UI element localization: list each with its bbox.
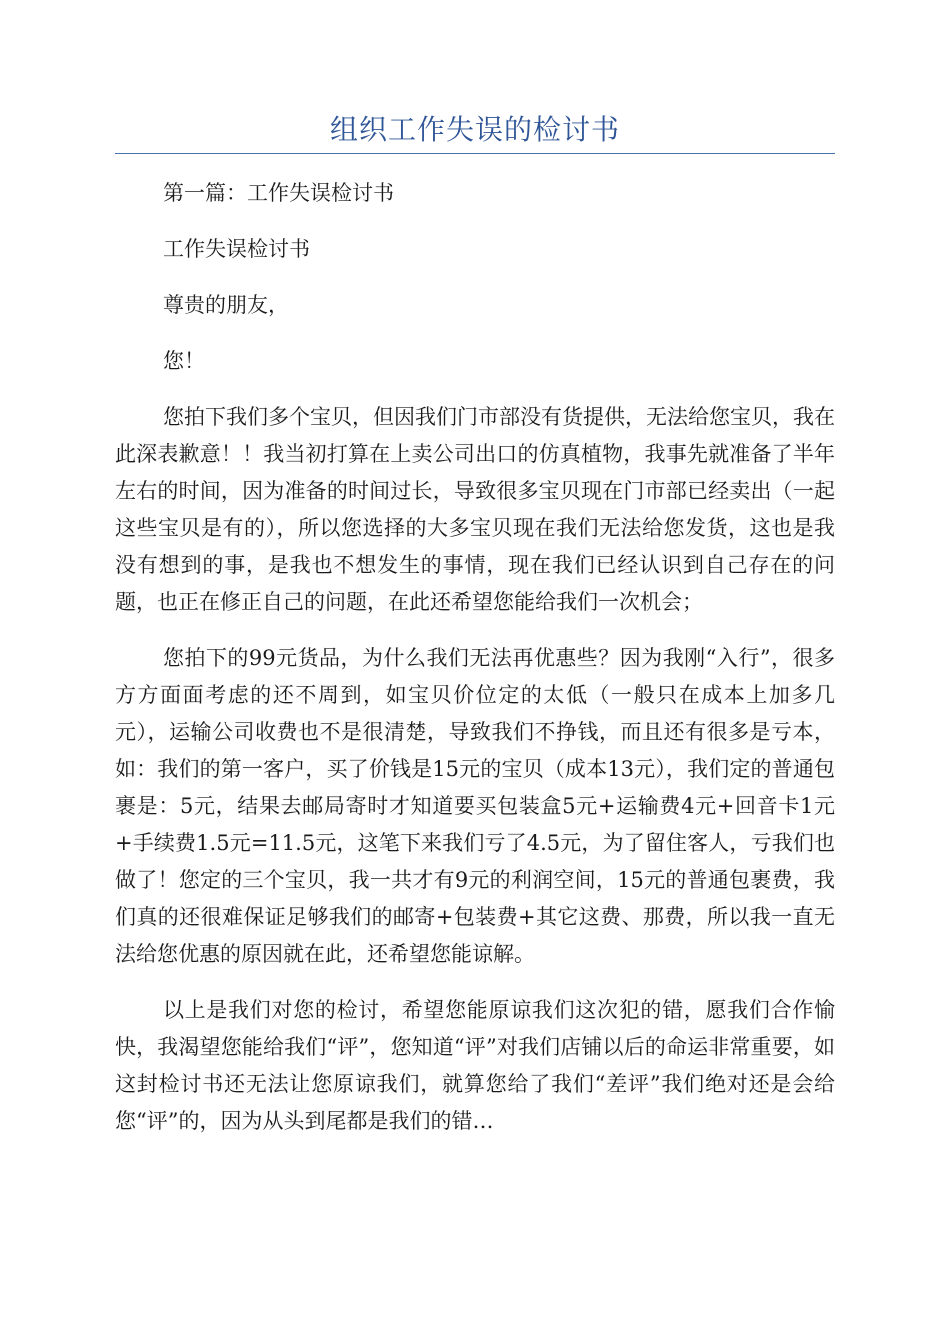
body-paragraph: 以上是我们对您的检讨，希望您能原谅我们这次犯的错，愿我们合作愉快，我渴望您能给我们“评”，您知道“评”对我们店铺以后的命运非常重要，如这封检讨书还无法让您原谅我们，就算您给了我们“差评”我们绝对还是会给您“评”的，因为从头到尾都是我们的错… <box>115 998 835 1133</box>
title-underline <box>115 153 835 154</box>
letter-title: 工作失误检讨书 <box>163 237 310 261</box>
document-title: 组织工作失误的检讨书 <box>329 113 620 146</box>
document-body <box>115 175 835 1159</box>
body-paragraph: 您拍下我们多个宝贝，但因我们门市部没有货提供，无法给您宝贝，我在此深表歉意！！我当初打算在上卖公司出口的仿真植物，我事先就准备了半年左右的时间，因为准备的时间过长，导致很多宝贝现在门市部已经卖出（一起这些宝贝是有的），所以您选择的大多宝贝现在我们无法给您发货，这也是我没有想到的事，是我也不想发生的事情，现在我们已经认识到自己存在的问题，也正在修正自己的问题，在此还希望您能给我们一次机会； <box>115 405 835 614</box>
greeting: 您！ <box>163 349 205 373</box>
salutation: 尊贵的朋友， <box>163 293 289 317</box>
section-heading: 第一篇：工作失误检讨书 <box>163 181 394 205</box>
body-paragraph: 您拍下的99元货品，为什么我们无法再优惠些？因为我刚“入行”，很多方方面面考虑的还不周到，如宝贝价位定的太低（一般只在成本上加多几元），运输公司收费也不是很清楚，导致我们不挣钱，而且还有很多是亏本，如：我们的第一客户，买了价钱是15元的宝贝（成本13元），我们定的普通包裹是：5元，结果去邮局寄时才知道要买包装盒5元+运输费4元+回音卡1元+手续费1.5元=11.5元，这笔下来我们亏了4.5元，为了留住客人，亏我们也做了！您定的三个宝贝，我一共才有9元的利润空间，15元的普通包裹费，我们真的还很难保证足够我们的邮寄+包装费+其它这费、那费，所以我一直无法给您优惠的原因就在此，还希望您能谅解。 <box>115 646 835 966</box>
